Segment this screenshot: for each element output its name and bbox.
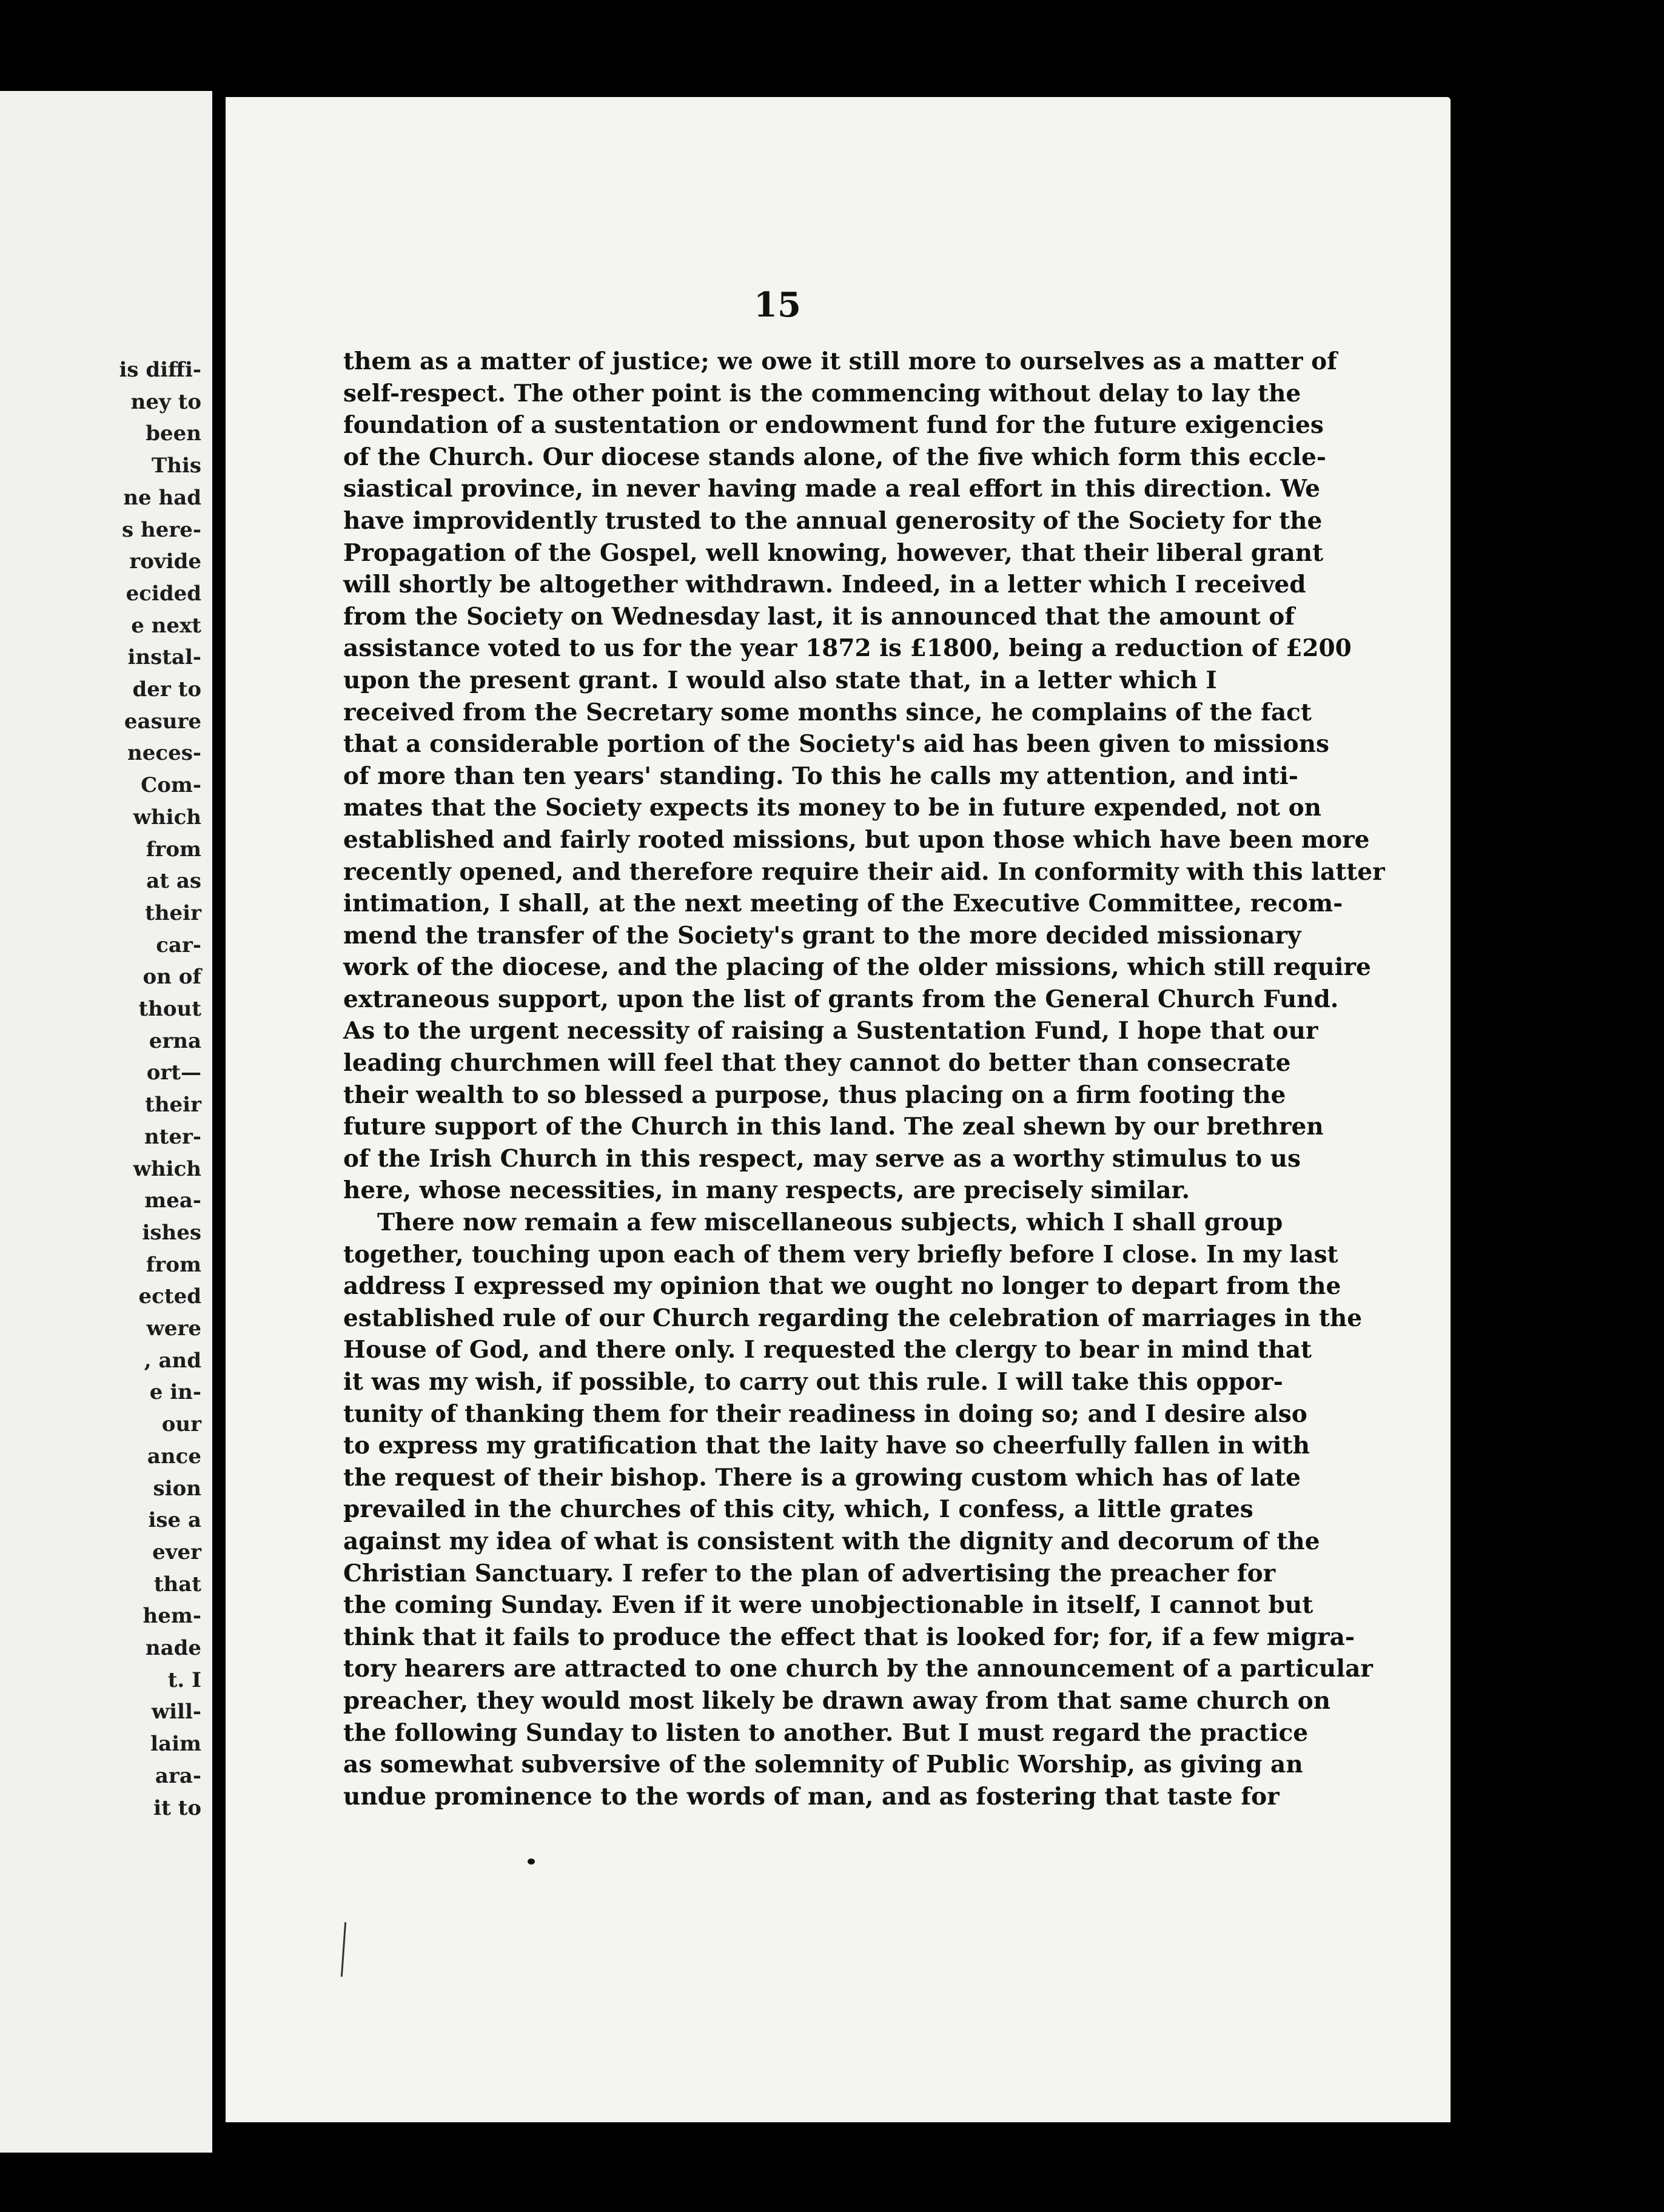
left-page-fragment bbox=[0, 91, 212, 2153]
text-line: the coming Sunday. Even if it were unobjectionable in itself, I cannot but bbox=[343, 1591, 1313, 1620]
text-line: self-respect. The other point is the commencing without delay to lay the bbox=[343, 379, 1301, 407]
text-line: recently opened, and therefore require their aid. In conformity with this latter bbox=[343, 857, 1385, 886]
left-page-line: This bbox=[151, 454, 201, 478]
text-line: of the Church. Our diocese stands alone, of the five which form this eccle- bbox=[343, 443, 1326, 471]
left-page-line: hem- bbox=[143, 1604, 201, 1629]
text-line: against my idea of what is consistent with the dignity and decorum of the bbox=[343, 1527, 1320, 1555]
text-line: foundation of a sustentation or endowment fund for the future exigencies bbox=[343, 411, 1324, 440]
text-line: the request of their bishop. There is a growing custom which has of late bbox=[343, 1463, 1301, 1492]
left-page-line: ara- bbox=[155, 1763, 201, 1788]
left-page-line: ever bbox=[152, 1540, 201, 1564]
left-page-line: e next bbox=[131, 613, 201, 638]
text-line: siastical province, in never having made a real effort in this direction. We bbox=[343, 475, 1320, 503]
left-page-line: on of bbox=[143, 965, 201, 990]
left-page-line: were bbox=[146, 1316, 201, 1341]
left-page-line: neces- bbox=[127, 741, 201, 766]
text-line: tunity of thanking them for their readiness in doing so; and I desire also bbox=[343, 1399, 1307, 1428]
text-line: House of God, and there only. I requested the clergy to bear in mind that bbox=[343, 1336, 1312, 1364]
left-page-line: will- bbox=[151, 1700, 201, 1724]
left-page-line: t. I bbox=[167, 1667, 201, 1692]
left-page-line: from bbox=[146, 837, 201, 862]
text-line: together, touching upon each of them very briefly before I close. In my last bbox=[343, 1240, 1338, 1269]
left-page-line: thout bbox=[138, 997, 201, 1021]
ink-speck bbox=[528, 1858, 535, 1865]
left-page-line: ected bbox=[138, 1284, 201, 1309]
text-line: future support of the Church in this land. The zeal shewn by our brethren bbox=[343, 1113, 1324, 1141]
left-page-line: that bbox=[153, 1572, 201, 1597]
text-line: the following Sunday to listen to another. But I must regard the practice bbox=[343, 1718, 1309, 1747]
text-line: intimation, I shall, at the next meeting of the Executive Committee, recom- bbox=[343, 890, 1343, 918]
left-page-line: sion bbox=[153, 1476, 201, 1501]
left-page-line: easure bbox=[124, 709, 201, 734]
left-page-line: ney to bbox=[130, 389, 201, 414]
text-line: tory hearers are attracted to one church by the announcement of a particular bbox=[343, 1655, 1373, 1683]
text-line: upon the present grant. I would also state that, in a letter which I bbox=[343, 666, 1217, 694]
text-line: of the Irish Church in this respect, may serve as a worthy stimulus to us bbox=[343, 1144, 1301, 1173]
text-line: them as a matter of justice; we owe it still more to ourselves as a matter of bbox=[343, 347, 1337, 375]
left-page-line: ance bbox=[147, 1444, 201, 1469]
left-page-line: ne had bbox=[123, 485, 201, 510]
left-page-line: ise a bbox=[148, 1508, 201, 1533]
left-page-line: from bbox=[146, 1252, 201, 1277]
text-line: There now remain a few miscellaneous subjects, which I shall group bbox=[377, 1208, 1283, 1237]
text-line: As to the urgent necessity of raising a Sustentation Fund, I hope that our bbox=[343, 1017, 1318, 1045]
left-page-line: which bbox=[133, 1156, 201, 1181]
body-text bbox=[343, 346, 1385, 1812]
text-line: will shortly be altogether withdrawn. Indeed, in a letter which I received bbox=[343, 571, 1306, 599]
text-line: address I expressed my opinion that we ought no longer to depart from the bbox=[343, 1272, 1341, 1301]
text-line: here, whose necessities, in many respects, are precisely similar. bbox=[343, 1176, 1190, 1205]
text-line: received from the Secretary some months since, he complains of the fact bbox=[343, 698, 1312, 726]
text-line: established rule of our Church regarding the celebration of marriages in the bbox=[343, 1304, 1363, 1332]
text-line: extraneous support, upon the list of grants from the General Church Fund. bbox=[343, 985, 1339, 1013]
text-line: that a considerable portion of the Society's aid has been given to missions bbox=[343, 730, 1329, 759]
left-page-line: e in- bbox=[149, 1380, 201, 1405]
left-page-line: Com- bbox=[141, 773, 201, 798]
paragraph-1 bbox=[343, 346, 1385, 1207]
left-page-line: nade bbox=[145, 1636, 201, 1660]
left-page-line: der to bbox=[132, 677, 201, 702]
text-line: prevailed in the churches of this city, which, I confess, a little grates bbox=[343, 1495, 1253, 1524]
left-page-line: which bbox=[133, 805, 201, 830]
text-line: leading churchmen will feel that they cannot do better than consecrate bbox=[343, 1049, 1291, 1078]
left-page-line: nter- bbox=[144, 1124, 201, 1149]
text-line: mates that the Society expects its money to be in future expended, not on bbox=[343, 794, 1321, 822]
left-page-line: erna bbox=[149, 1028, 201, 1053]
left-page-line: s here- bbox=[122, 517, 201, 542]
left-page-line: car- bbox=[156, 933, 201, 957]
text-line: Christian Sanctuary. I refer to the plan of advertising the preacher for bbox=[343, 1559, 1276, 1587]
page-number: 15 bbox=[754, 285, 801, 325]
left-page-line: it to bbox=[153, 1795, 201, 1820]
text-line: have improvidently trusted to the annual generosity of the Society for the bbox=[343, 506, 1323, 535]
left-page-line: their bbox=[145, 1093, 201, 1118]
text-line: from the Society on Wednesday last, it is announced that the amount of bbox=[343, 602, 1295, 631]
left-page-line: ishes bbox=[142, 1220, 201, 1245]
left-page-line: laim bbox=[150, 1732, 201, 1757]
text-line: assistance voted to us for the year 1872 is £1800, being a reduction of £200 bbox=[343, 634, 1352, 663]
left-page-line: rovide bbox=[129, 549, 201, 574]
left-page-line: , and bbox=[144, 1348, 201, 1373]
left-page-line: ecided bbox=[126, 581, 201, 606]
text-line: preacher, they would most likely be drawn away from that same church on bbox=[343, 1686, 1331, 1715]
left-page-line: ort— bbox=[146, 1061, 201, 1085]
text-line: work of the diocese, and the placing of the older missions, which still require bbox=[343, 953, 1371, 982]
text-line: undue prominence to the words of man, and as fostering that taste for bbox=[343, 1782, 1280, 1811]
left-page-line: at as bbox=[146, 869, 201, 894]
left-page-line: instal- bbox=[127, 645, 201, 670]
left-page-line: mea- bbox=[144, 1188, 201, 1213]
left-page-line: their bbox=[145, 900, 201, 925]
text-line: of more than ten years' standing. To this he calls my attention, and inti- bbox=[343, 762, 1298, 790]
text-line: it was my wish, if possible, to carry out this rule. I will take this oppor- bbox=[343, 1368, 1283, 1396]
left-page-line: been bbox=[146, 421, 201, 446]
text-line: their wealth to so blessed a purpose, thus placing on a firm footing the bbox=[343, 1081, 1286, 1109]
text-line: as somewhat subversive of the solemnity of Public Worship, as giving an bbox=[343, 1751, 1303, 1779]
left-page-line: is diffi- bbox=[119, 358, 201, 382]
text-line: mend the transfer of the Society's grant to the more decided missionary bbox=[343, 921, 1301, 950]
left-page-line: our bbox=[161, 1412, 201, 1437]
paragraph-2 bbox=[343, 1207, 1373, 1812]
text-line: think that it fails to produce the effect that is looked for; for, if a few migra- bbox=[343, 1623, 1355, 1651]
text-line: Propagation of the Gospel, well knowing, however, that their liberal grant bbox=[343, 538, 1324, 567]
text-line: established and fairly rooted missions, but upon those which have been more bbox=[343, 825, 1370, 854]
text-line: to express my gratification that the laity have so cheerfully fallen in with bbox=[343, 1432, 1310, 1460]
